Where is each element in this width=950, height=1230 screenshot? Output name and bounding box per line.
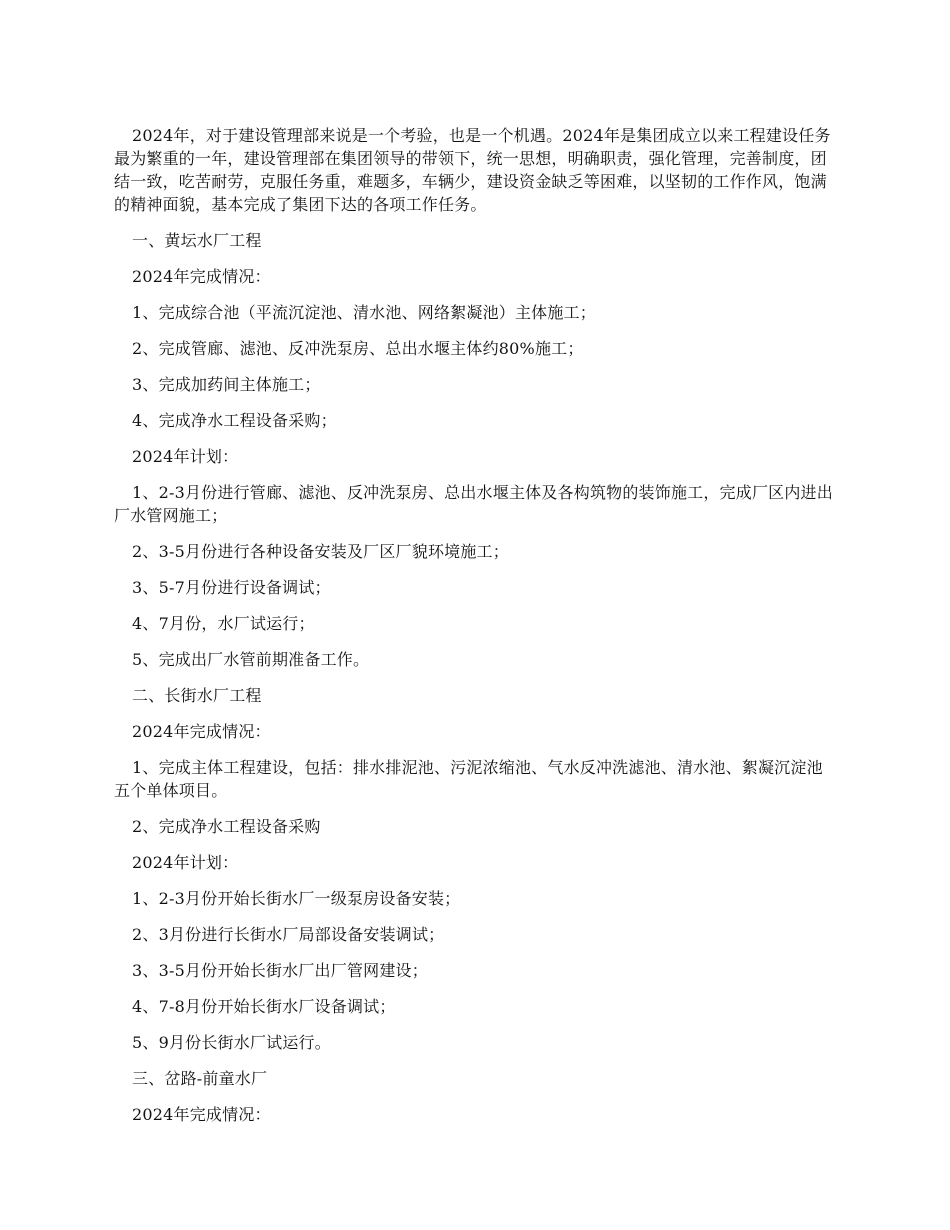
list-item: 5、完成出厂水管前期准备工作。	[132, 650, 370, 669]
list-item: 1、完成主体工程建设，包括：排水排泥池、污泥浓缩池、气水反冲洗滤池、清水池、絮凝沉淀池五个单体项目。	[114, 758, 823, 800]
list-item: 2、3月份进行长街水厂局部设备安装调试；	[132, 925, 445, 944]
subheading-completion: 2024年完成情况：	[132, 722, 271, 741]
section-heading-chalu-qiantong: 三、岔路-前童水厂	[132, 1069, 268, 1088]
subheading-plan: 2024年计划：	[132, 447, 239, 466]
list-item: 4、7月份，水厂试运行；	[132, 614, 315, 633]
list-item: 1、2-3月份开始长街水厂一级泵房设备安装；	[132, 889, 461, 908]
section-heading-huangtan: 一、黄坛水厂工程	[132, 231, 262, 250]
list-item: 1、2-3月份进行管廊、滤池、反冲洗泵房、总出水堰主体及各构筑物的装饰施工，完成厂区内进出厂水管网施工；	[114, 483, 833, 525]
section-heading-changjie: 二、长街水厂工程	[132, 686, 262, 705]
list-item: 4、7-8月份开始长街水厂设备调试；	[132, 997, 396, 1016]
list-item: 2、完成管廊、滤池、反冲洗泵房、总出水堰主体约80%施工；	[132, 339, 584, 358]
list-item: 4、完成净水工程设备采购；	[132, 411, 337, 430]
list-item: 5、9月份长街水厂试运行。	[132, 1033, 331, 1052]
list-item: 2、完成净水工程设备采购	[132, 817, 321, 836]
list-item: 3、3-5月份开始长街水厂出厂管网建设；	[132, 961, 428, 980]
list-item: 3、完成加药间主体施工；	[132, 375, 321, 394]
list-item: 2、3-5月份进行各种设备安装及厂区厂貌环境施工；	[132, 542, 509, 561]
intro-paragraph: 2024年，对于建设管理部来说是一个考验，也是一个机遇。2024年是集团成立以来工程建设任务最为繁重的一年，建设管理部在集团领导的带领下，统一思想，明确职责，强化管理，完善制度，团结一致，吃苦耐劳，克服任务重，难题多，车辆少，建设资金缺乏等困难，以坚韧的工作作风，饱满的精神面貌，基本完成了集团下达的各项工作任务。	[114, 126, 831, 214]
list-item: 1、完成综合池（平流沉淀池、清水池、网络絮凝池）主体施工；	[132, 303, 596, 322]
subheading-completion: 2024年完成情况：	[132, 267, 271, 286]
subheading-plan: 2024年计划：	[132, 853, 239, 872]
subheading-completion: 2024年完成情况：	[132, 1105, 271, 1124]
list-item: 3、5-7月份进行设备调试；	[132, 578, 331, 597]
